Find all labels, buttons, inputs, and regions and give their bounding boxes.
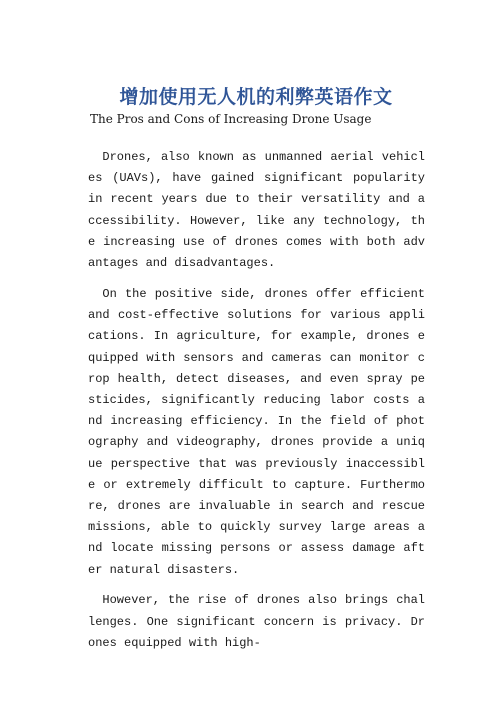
paragraph-intro: Drones, also known as unmanned aerial vehicles (UAVs), have gained significant popularity in recent years due to their versatility and accessibility. However, like any technology, the increasing use of drones comes with both advantages and disadvantages. bbox=[88, 150, 425, 271]
document-title: 增加使用无人机的利弊英语作文 bbox=[119, 86, 393, 108]
document-subtitle: The Pros and Cons of Increasing Drone Usage bbox=[90, 112, 372, 126]
paragraph-cons: However, the rise of drones also brings challenges. One significant concern is privacy. Drones equipped with high- bbox=[88, 593, 425, 650]
paragraph-pros: On the positive side, drones offer efficient and cost-effective solutions for various applications. In agriculture, for example, drones equipped with sensors and cameras can monitor crop health, detect diseases, and even spray pesticides, significantly reducing labor costs and increasing efficiency. In the field of photography and videography, drones provide a unique perspective that was previously inaccessible or extremely difficult to capture. Furthermore, drones are invaluable in search and rescue missions, able to quickly survey large areas and locate missing persons or assess damage after natural disasters. bbox=[88, 286, 425, 577]
document-body bbox=[88, 147, 425, 664]
